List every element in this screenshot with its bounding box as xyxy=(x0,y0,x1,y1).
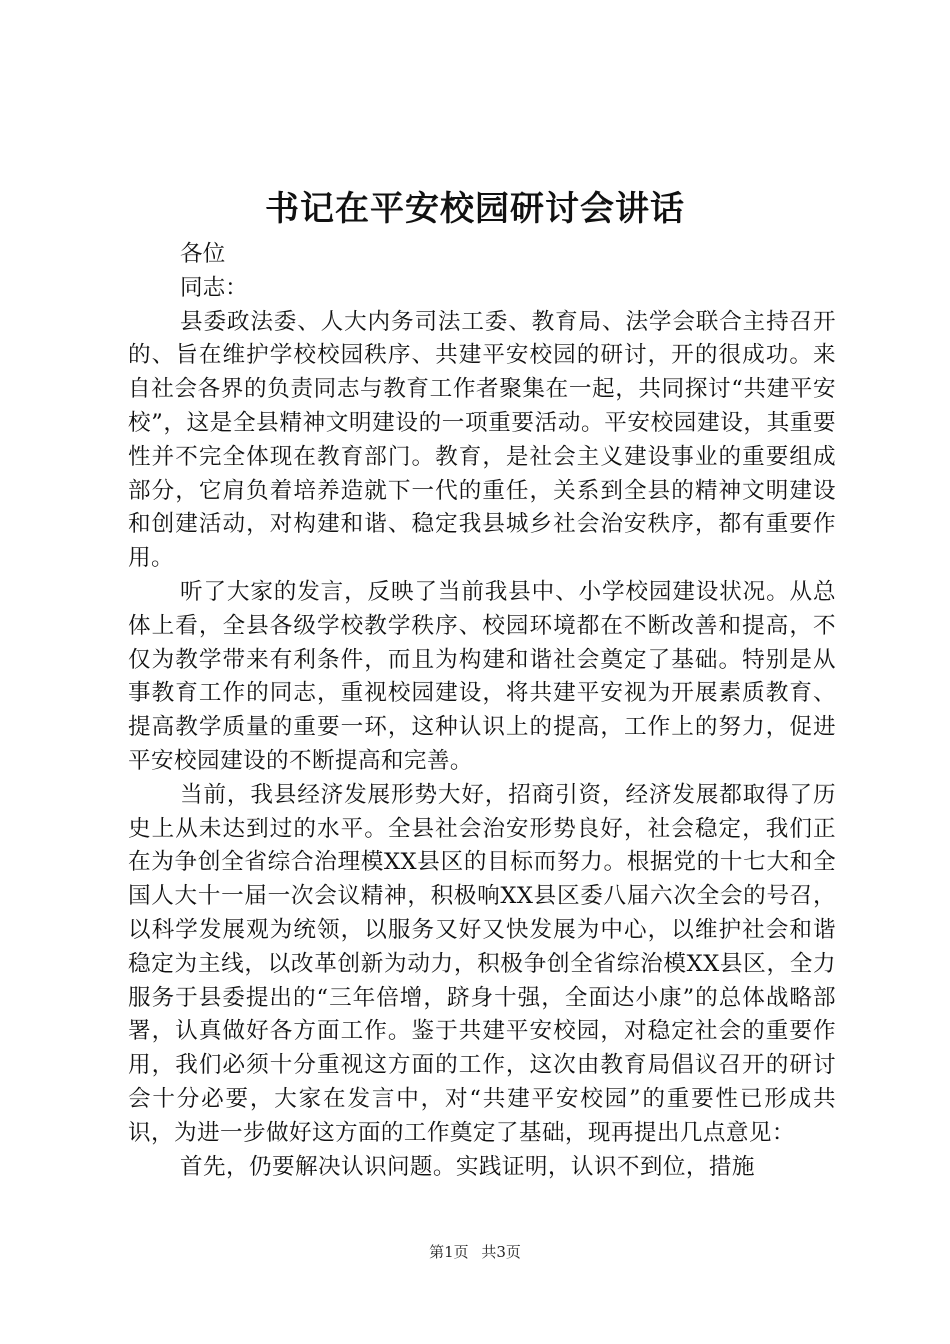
document-title: 书记在平安校园研讨会讲话 xyxy=(265,189,685,229)
salutation-line-2: 同志： xyxy=(180,274,248,301)
document-body xyxy=(128,238,836,1184)
page-number-total: 共3页 xyxy=(481,1243,521,1261)
paragraph-4: 首先，仍要解决认识问题。实践证明，认识不到位，措施 xyxy=(180,1153,755,1180)
page-footer xyxy=(0,1242,950,1262)
salutation-line-1: 各位 xyxy=(180,241,226,267)
page-number-current: 第1页 xyxy=(429,1243,469,1261)
paragraph-2: 听了大家的发言，反映了当前我县中、小学校园建设状况。从总体上看，全县各级学校教学秩序、校园环境都在不断改善和提高，不仅为教学带来有利条件，而且为构建和谐社会奠定了基础。特别是从事教育工作的同志，重视校园建设，将共建平安视为开展素质教育、提高教学质量的重要一环，这种认识上的提高，工作上的努力，促进平安校园建设的不断提高和完善。 xyxy=(128,578,836,774)
paragraph-3: 当前，我县经济发展形势大好，招商引资，经济发展都取得了历史上从未达到过的水平。全县社会治安形势良好，社会稳定，我们正在为争创全省综合治理模XX县区的目标而努力。根据党的十七大和全国人大十一届一次会议精神，积极响XX县区委八届六次全会的号召，以科学发展观为统领，以服务又好又快发展为中心，以维护社会和谐稳定为主线，以改革创新为动力，积极争创全省综治模XX县区，全力服务于县委提出的“三年倍增，跻身十强，全面达小康”的总体战略部署，认真做好各方面工作。鉴于共建平安校园，对稳定社会的重要作用，我们必须十分重视这方面的工作，这次由教育局倡议召开的研讨会十分必要，大家在发言中，对“共建平安校园”的重要性已形成共识，为进一步做好这方面的工作奠定了基础，现再提出几点意见： xyxy=(128,781,836,1146)
paragraph-1: 县委政法委、人大内务司法工委、教育局、法学会联合主持召开的、旨在维护学校校园秩序、共建平安校园的研讨，开的很成功。来自社会各界的负责同志与教育工作者聚集在一起，共同探讨“共建平安校”，这是全县精神文明建设的一项重要活动。平安校园建设，其重要性并不完全体现在教育部门。教育，是社会主义建设事业的重要组成部分，它肩负着培养造就下一代的重任，关系到全县的精神文明建设和创建活动，对构建和谐、稳定我县城乡社会治安秩序，都有重要作用。 xyxy=(128,308,836,572)
